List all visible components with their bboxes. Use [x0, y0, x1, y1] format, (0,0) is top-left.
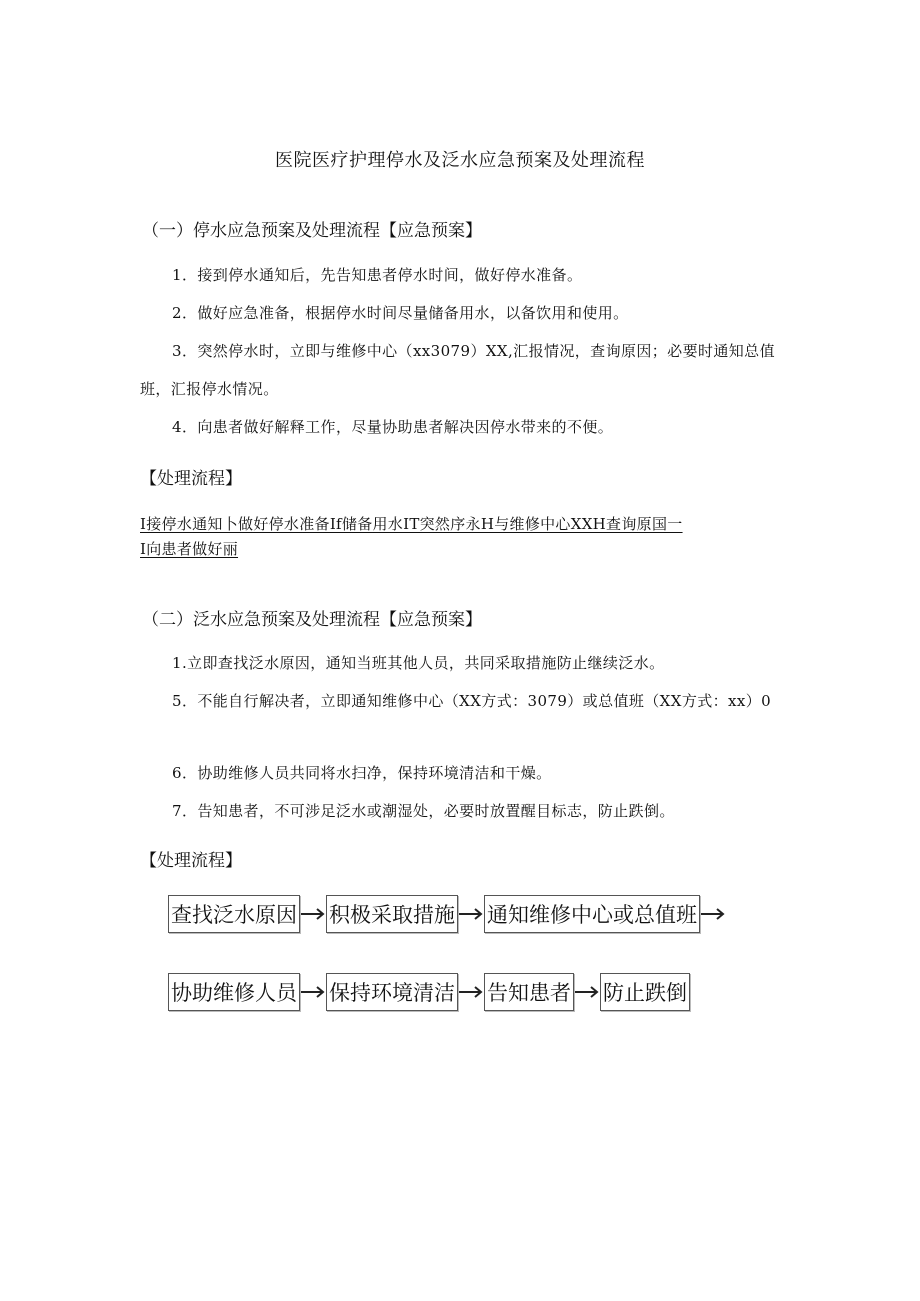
- flow-step-box: 协助维修人员: [168, 973, 300, 1011]
- section2-item-3: 6．协助维修人员共同将水扫净，保持环境清洁和干燥。: [172, 764, 552, 782]
- flow-step-box: 查找泛水原因: [168, 895, 300, 933]
- section1-flow-heading: 【处理流程】: [140, 469, 242, 489]
- section2-flow-heading: 【处理流程】: [140, 851, 242, 871]
- right-arrow-icon: [700, 896, 726, 932]
- section1-flow-text-line1: I接停水通知卜做好停水准备If储备用水IT突然序永H与维修中心XXH查询原国一: [140, 515, 683, 533]
- flow-step-box: 积极采取措施: [326, 895, 458, 933]
- right-arrow-icon: [300, 974, 326, 1010]
- section2-item-4: 7．告知患者，不可涉足泛水或潮湿处，必要时放置醒目标志，防止跌倒。: [172, 802, 675, 820]
- right-arrow-icon: [458, 974, 484, 1010]
- right-arrow-icon: [574, 974, 600, 1010]
- section1-item-1: 1．接到停水通知后，先告知患者停水时间，做好停水准备。: [172, 266, 583, 284]
- flowchart-row-2: [168, 973, 690, 1011]
- flow-step-box: 告知患者: [484, 973, 574, 1011]
- section1-item-2: 2．做好应急准备，根据停水时间尽量储备用水，以备饮用和使用。: [172, 304, 629, 322]
- section2-item-1: 1.立即查找泛水原因，通知当班其他人员，共同采取措施防止继续泛水。: [172, 654, 665, 672]
- right-arrow-icon: [300, 896, 326, 932]
- right-arrow-icon: [458, 896, 484, 932]
- flow-step-box: 保持环境清洁: [326, 973, 458, 1011]
- section1-item-4: 4．向患者做好解释工作，尽量协助患者解决因停水带来的不便。: [172, 418, 614, 436]
- section1-heading: （一）停水应急预案及处理流程【应急预案】: [142, 221, 482, 241]
- flow-step-box: 通知维修中心或总值班: [484, 895, 700, 933]
- document-title: 医院医疗护理停水及泛水应急预案及处理流程: [275, 150, 645, 171]
- section1-flow-text-line2: I向患者做好丽: [140, 540, 239, 558]
- section2-heading: （二）泛水应急预案及处理流程【应急预案】: [142, 610, 482, 630]
- section1-item-3: 3．突然停水时，立即与维修中心（xx3079）XX,汇报情况，查询原因；必要时通知总值班，汇报停水情况。: [140, 342, 775, 398]
- flowchart-row-1: [168, 895, 726, 933]
- flow-step-box: 防止跌倒: [600, 973, 690, 1011]
- section2-item-2: 5．不能自行解决者，立即通知维修中心（XX方式：3079）或总值班（XX方式：xx）0: [172, 692, 772, 710]
